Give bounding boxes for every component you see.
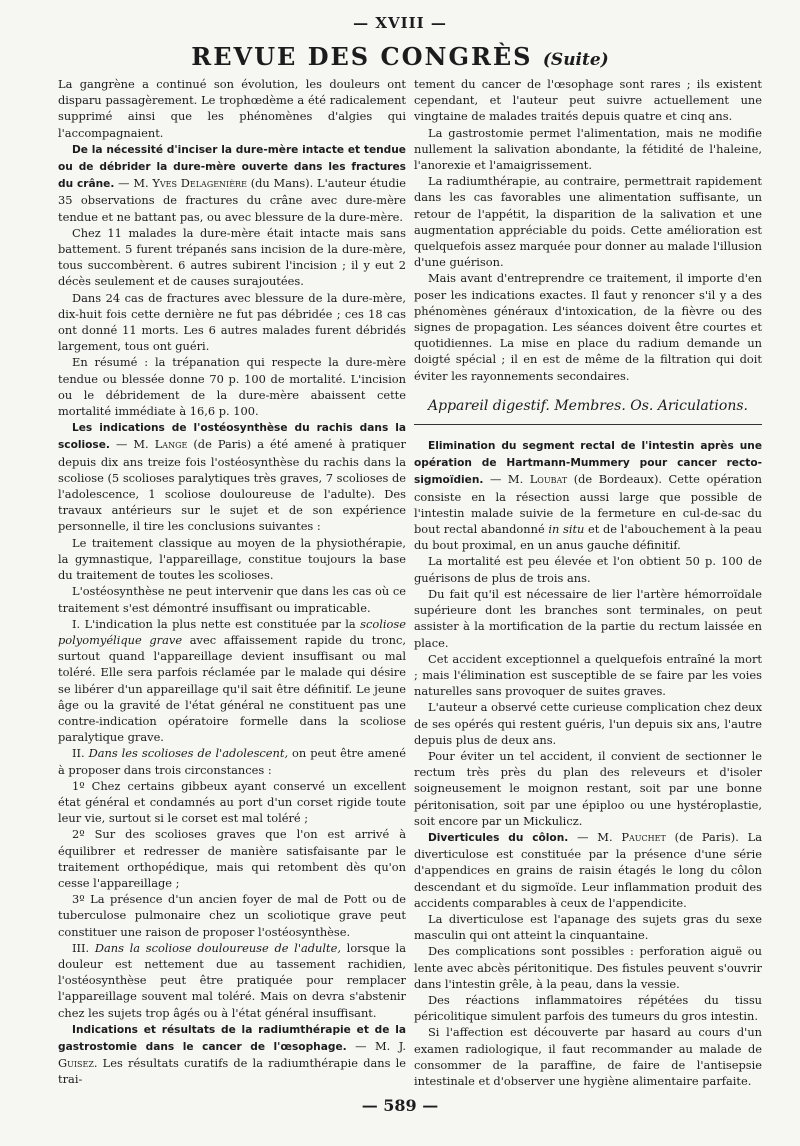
paragraph: Chez 11 malades la dure-mère était intacte mais sans battement. 5 furent trépanés sans incision de la dure-mère, tous succombèrent. 6 autres subirent l'incision ; il y eut 2 décès seulement et de causes surajoutées. — [58, 225, 406, 289]
article-title: Elimination du segment rectal de l'intestin après une opération de Hartmann-Mummery pour cancer recto-sigmoïdien. — [414, 440, 762, 487]
paragraph: L'ostéosynthèse ne peut intervenir que dans les cas où ce traitement s'est démontré insuffisant ou impraticable. — [58, 584, 406, 615]
article-body: (de Paris). La diverticulose est constituée par la présence d'une série d'appendices en grains de raisin étagés le long du côlon descendant et du sigmoïde. Leur inflammation produit des accidents comparables à ceux de l'appendicite. — [414, 829, 762, 910]
article-author: — M. Lange — [115, 437, 188, 452]
title-text: REVUE DES CONGRÈS — [191, 42, 533, 71]
italic-run: scoliose polyomyélique grave — [58, 616, 406, 647]
text-run: on peut être amené à proposer dans trois circonstances : — [58, 746, 406, 777]
paragraph: tement du cancer de l'œsophage sont rares ; ils existent cependant, et l'auteur peut suivre actuellement une vingtaine de malades traités depuis quatre et cinq ans. — [414, 77, 762, 124]
paragraph: La diverticulose est l'apanage des sujets gras du sexe masculin qui ont atteint la cinquantaine. — [414, 911, 762, 943]
article-author: — M. Loubat — [489, 472, 568, 487]
paragraph: Cet accident exceptionnel a quelquefois entraîné la mort ; mais l'élimination est susceptible de se faire par les voies naturelles sans provoquer de suites graves. — [414, 651, 762, 699]
article-title: Indications et résultats de la radiumthérapie et de la gastrostomie dans le cancer de l'œsophage. — [58, 1023, 406, 1053]
page-number: — 589 — — [361, 1096, 439, 1115]
article-author: — M. Yves Delagenière — [118, 176, 247, 191]
paragraph — [58, 745, 406, 777]
paragraph: Pour éviter un tel accident, il convient de sectionner le rectum très près du plan des releveurs et d'isoler soigneusement le moignon restant, soit par une bonne péritonisation, soit par une épiploo ou une hystéroplastie, soit encore par un Mickulicz. — [414, 748, 762, 828]
page-title — [0, 42, 800, 71]
paragraph: 2º Sur des scolioses graves que l'on est arrivé à équilibrer et redresser de manière satisfaisante par le traitement orthopédique, mais qui retombent dès qu'on cesse l'appareillage ; — [58, 827, 406, 890]
paragraph: Du fait qu'il est nécessaire de lier l'artère hémorroïdale supérieure dont les branches sont terminales, on peut assister à la mortification de la partie du rectum laissée en place. — [414, 586, 762, 650]
paragraph: En résumé : la trépanation qui respecte la dure-mère tendue ou blessée donne 70 p. 100 de mortalité. L'incision ou le débridement de la dure-mère abaissent cette mortalité immédiate à 16,6 p. 100. — [58, 355, 406, 419]
right-column — [414, 76, 762, 1094]
article-guisez — [58, 1021, 406, 1088]
section-heading: Appareil digestif. Membres. Os. Ariculations. — [414, 398, 762, 425]
article-author: — M. J. Guisez. — [58, 1038, 406, 1071]
paragraph: Des réactions inflammatoires répétées du tissu péricolitique simulent parfois des tumeurs du gros intestin. — [414, 992, 762, 1024]
text-run: I. L'indication la plus nette est constituée par la — [72, 616, 361, 631]
article-pauchet — [414, 829, 762, 911]
italic-run: Dans la scoliose douloureuse de l'adulte, — [94, 940, 341, 955]
paragraph: La gastrostomie permet l'alimentation, mais ne modifie nullement la salivation abondante, la fétidité de l'haleine, l'anorexie et l'amaigrissement. — [414, 125, 762, 173]
text-run: III. — [72, 940, 95, 955]
paragraph: L'auteur a observé cette curieuse complication chez deux de ses opérés qui restent guéris, l'un depuis six ans, l'autre depuis plus de deux ans. — [414, 700, 762, 747]
paragraph: La radiumthérapie, au contraire, permettrait rapidement dans les cas favorables une alimentation suffisante, un retour de l'appétit, la disparition de la salivation et une augmentation appréciable du poids. Cette amélioration est quelquefois assez marquée pour donner au malade l'illusion d'une guérison. — [414, 174, 762, 270]
article-title: Les indications de l'ostéosynthèse du rachis dans la scoliose. — [58, 422, 406, 452]
paragraph: Le traitement classique au moyen de la physiothérapie, la gymnastique, l'appareillage, constitue toujours la base du traitement de toutes les scolioses. — [58, 535, 406, 583]
paragraph: Des complications sont possibles : perforation aiguë ou lente avec abcès péritonitique. Des fistules peuvent s'ouvrir dans l'intestin grêle, à la peau, dans la vessie. — [414, 944, 762, 991]
paragraph: Si l'affection est découverte par hasard au cours d'un examen radiologique, il faut recommander au malade de consommer de la paraffine, de faire de l'antisepsie intestinale et d'observer une hygiène alimentaire parfaite. — [414, 1025, 762, 1088]
article-body: (du Mans). L'auteur étudie 35 observations de fractures du crâne avec dure-mère tendue et ne battant pas, ou avec blessure de la dure-mère. — [58, 176, 406, 224]
article-delagenière — [58, 141, 406, 225]
title-suffix: (Suite) — [542, 50, 609, 70]
article-body: Les résultats curatifs de la radiumthérapie dans le trai- — [58, 1056, 406, 1087]
article-body: (de Bordeaux). Cette opération consiste en la résection aussi large que possible de l'intestin malade suivie de la fermeture en cul-de-sac du bout rectal abandonné — [414, 472, 762, 537]
paragraph: 3º La présence d'un ancien foyer de mal de Pott ou de tuberculose pulmonaire chez un scoliotique grave peut constituer une raison de proposer l'ostéosynthèse. — [58, 892, 406, 939]
paragraph — [58, 616, 406, 746]
italic-run: in situ — [548, 522, 585, 537]
article-title: De la nécessité d'inciser la dure-mère intacte et tendue ou de débrider la dure-mère ouverte dans les fractures du crâne. — [58, 143, 406, 191]
article-title: Diverticules du côlon. — [428, 831, 569, 844]
article-loubat — [414, 437, 762, 553]
text-run: avec affaissement rapide du tronc, surtout quand l'appareillage devient insuffisant ou mal toléré. Elle sera parfois réclamée par le malade qui désire se libérer d'un appareillage qu'il sait être définitif. Le jeune âge ou la gravité de l'état général ne constituent pas une contre-indication opératoire formelle dans la scoliose paralytique grave. — [58, 632, 406, 745]
article-author: — M. Pauchet — [577, 829, 666, 844]
left-column — [58, 76, 406, 1094]
paragraph — [58, 940, 406, 1021]
article-body: et de l'abouchement à la peau du bout proximal, en un anus gauche définitif. — [414, 522, 762, 553]
roman-page-number: — XVIII — — [353, 14, 447, 32]
paragraph: 1º Chez certains gibbeux ayant conservé un excellent état général et condamnés au port d'un corset rigide toute leur vie, surtout si le corset est mal toléré ; — [58, 778, 406, 826]
paragraph: Dans 24 cas de fractures avec blessure de la dure-mère, dix-huit fois cette dernière ne fut pas débridée ; ces 18 cas ont donné 11 morts. Les 6 autres malades furent débridés largement, tous ont guéri. — [58, 290, 406, 354]
paragraph: La mortalité est peu élevée et l'on obtient 50 p. 100 de guérisons de plus de trois ans. — [414, 554, 762, 585]
italic-run: Dans les scolioses de l'adolescent, — [88, 746, 289, 761]
paragraph: Mais avant d'entreprendre ce traitement, il importe d'en poser les indications exactes. Il faut y renoncer s'il y a des phénomènes généraux d'intoxication, de la fièvre ou des signes de propagation. Les séances doivent être courtes et quotidiennes. La mise en place du radium demande un doigté spécial ; il en est de même de la filtration qui doit éviter les rayonnements secondaires. — [414, 271, 762, 383]
text-run: lorsque la douleur est nettement due au tassement rachidien, l'ostéosynthèse peut être pratiquée pour remplacer l'appareillage souvent mal toléré. Mais on devra s'abstenir chez les sujets trop âgés ou à l'état général insuffisant. — [58, 940, 406, 1020]
article-body: (de Paris) a été amené à pratiquer depuis dix ans treize fois l'ostéosynthèse du rachis dans la scoliose (5 scolioses paralytiques très graves, 7 scolioses de l'adolescence, 1 scoliose douloureuse de l'adulte). Des travaux antérieurs sur le sujet et de son expérience personnelle, il tire les conclusions suivantes : — [58, 437, 406, 534]
article-lange — [58, 419, 406, 534]
paragraph: La gangrène a continué son évolution, les douleurs ont disparu passagèrement. Le trophœdème a été radicalement supprimé ainsi que les phénomènes d'algies qui l'accompagnaient. — [58, 77, 406, 140]
text-run: II. — [72, 746, 89, 761]
